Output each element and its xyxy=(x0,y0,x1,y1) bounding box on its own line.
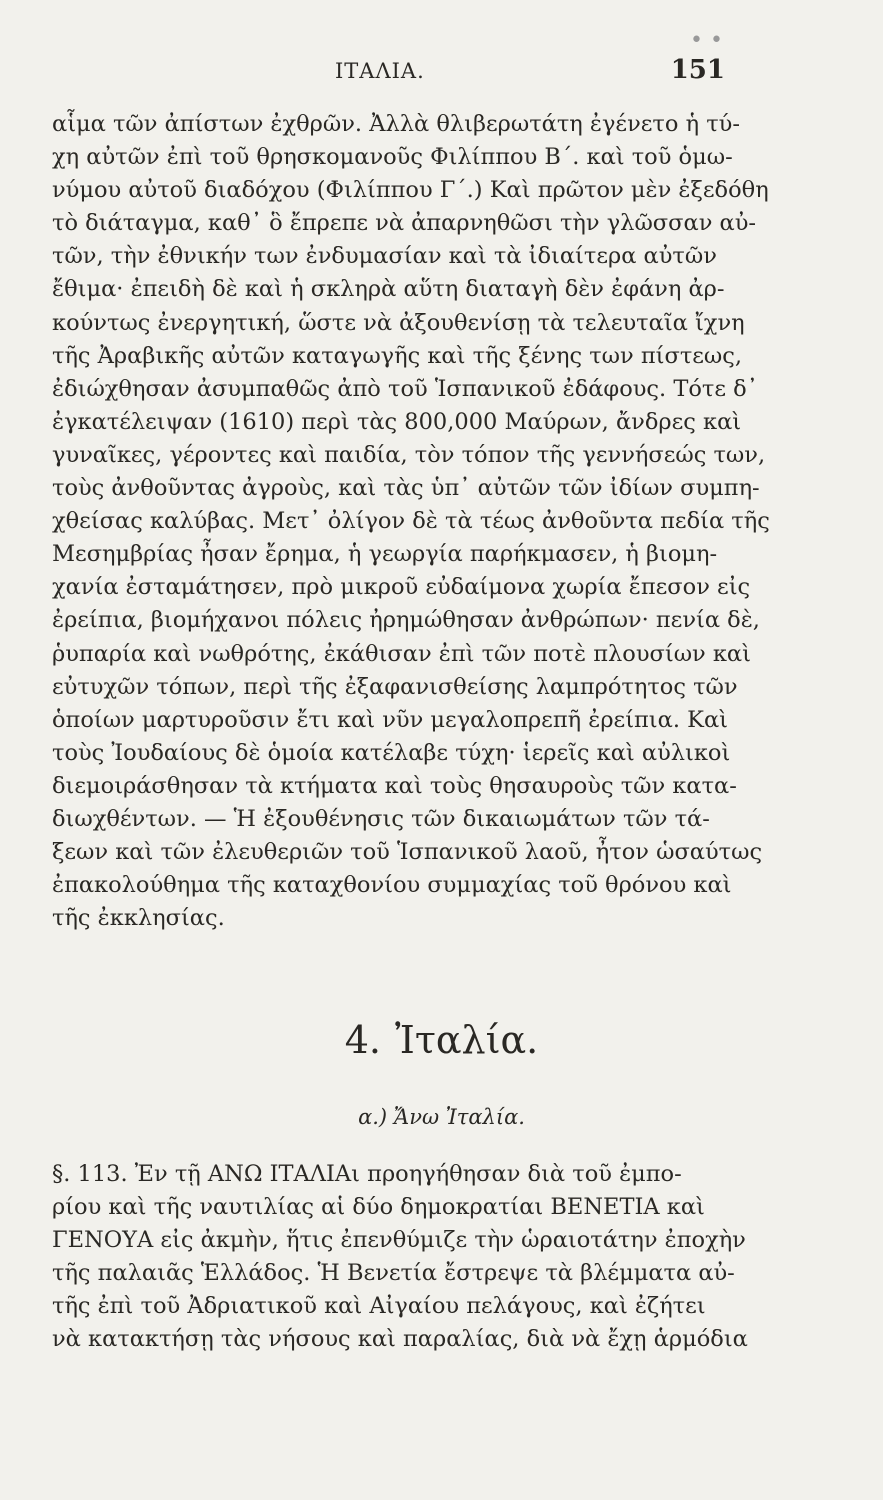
body-text-continued xyxy=(52,1158,748,1357)
text-line: νὰ κατακτήσῃ τὰς νήσους καὶ παραλίας, διὰ νὰ ἔχῃ ἁρμόδια xyxy=(52,1326,748,1353)
text-line: ἐρείπια, βιομήχανοι πόλεις ἠρημώθησαν ἀνθρώπων· πενία δὲ, xyxy=(52,607,760,634)
text-line: ἔθιμα· ἐπειδὴ δὲ καὶ ἡ σκληρὰ αὕτη διαταγὴ δὲν ἐφάνη ἀρ- xyxy=(52,276,725,303)
text-line: τῆς Ἀραβικῆς αὐτῶν καταγωγῆς καὶ τῆς ξένης των πίστεως, xyxy=(52,342,743,369)
text-line: ῥυπαρία καὶ νωθρότης, ἐκάθισαν ἐπὶ τῶν ποτὲ πλουσίων καὶ xyxy=(52,640,751,667)
text-line: ΓΕΝΟΥΑ εἰς ἀκμὴν, ἥτις ἐπενθύμιζε τὴν ὡραιοτάτην ἐποχὴν xyxy=(52,1227,746,1254)
text-line: ἐπακολούθημα τῆς καταχθονίου συμμαχίας τοῦ θρόνου καὶ xyxy=(52,872,732,899)
text-line: τὸ διάταγμα, καθ᾽ ὃ ἔπρεπε νὰ ἀπαρνηθῶσι τὴν γλῶσσαν αὐ- xyxy=(52,210,757,237)
text-line: διωχθέντων. — Ἡ ἐξουθένησις τῶν δικαιωμάτων τῶν τά- xyxy=(52,805,710,832)
section-subtitle: α.) Ἄνω Ἰταλία. xyxy=(358,1105,525,1129)
text-line: τοὺς ἀνθοῦντας ἀγροὺς, καὶ τὰς ὑπ᾽ αὐτῶν τῶν ἰδίων συμπη- xyxy=(52,475,760,502)
text-line: νύμου αὐτοῦ διαδόχου (Φιλίππου Γ΄.) Καὶ πρῶτον μὲν ἐξεδόθη xyxy=(52,177,769,204)
text-line: τῆς παλαιᾶς Ἑλλάδος. Ἡ Βενετία ἔστρεψε τὰ βλέμματα αὐ- xyxy=(52,1260,735,1287)
body-text xyxy=(52,108,770,935)
text-line: αἷμα τῶν ἀπίστων ἐχθρῶν. Ἀλλὰ θλιβερωτάτη ἐγένετο ἡ τύ- xyxy=(52,111,740,137)
text-line: ἐγκατέλειψαν (1610) περὶ τὰς 800,000 Μαύρων, ἄνδρες καὶ xyxy=(52,408,742,435)
text-line: εὐτυχῶν τόπων, περὶ τῆς ἐξαφανισθείσης λαμπρότητος τῶν xyxy=(52,673,738,700)
text-line: τῆς ἐπὶ τοῦ Ἀδριατικοῦ καὶ Αἰγαίου πελάγους, καὶ ἐζήτει xyxy=(52,1293,706,1320)
text-line: τοὺς Ἰουδαίους δὲ ὁμοία κατέλαβε τύχη· ἱερεῖς καὶ αὐλικοὶ xyxy=(52,739,731,766)
text-line: διεμοιράσθησαν τὰ κτήματα καὶ τοὺς θησαυροὺς τῶν κατα- xyxy=(52,772,737,799)
text-line: γυναῖκες, γέροντες καὶ παιδία, τὸν τόπον τῆς γεννήσεώς των, xyxy=(52,441,766,468)
text-line: χη αὐτῶν ἐπὶ τοῦ θρησκομανοῦς Φιλίππου Β΄. καὶ τοῦ ὁμω- xyxy=(52,144,733,171)
text-line: χανία ἐσταμάτησεν, πρὸ μικροῦ εὐδαίμονα χωρία ἔπεσον εἰς xyxy=(52,574,751,601)
print-mark: • • xyxy=(690,28,723,53)
page-number: 151 xyxy=(670,55,725,85)
running-head: ΙΤΑΛΙΑ. xyxy=(335,59,425,83)
section-title: Ἰταλία. xyxy=(395,1018,539,1062)
text-line: ἐδιώχθησαν ἀσυμπαθῶς ἀπὸ τοῦ Ἱσπανικοῦ ἐδάφους. Τότε δ᾽ xyxy=(52,375,758,402)
text-line: τῆς ἐκκλησίας. xyxy=(52,905,225,932)
text-line: χθείσας καλύβας. Μετ᾽ ὀλίγον δὲ τὰ τέως ἀνθοῦντα πεδία τῆς xyxy=(52,508,770,535)
page-header xyxy=(335,55,725,85)
text-line: Μεσημβρίας ἦσαν ἔρημα, ἡ γεωργία παρήκμασεν, ἡ βιομη- xyxy=(52,541,718,568)
text-line: ὁποίων μαρτυροῦσιν ἔτι καὶ νῦν μεγαλοπρεπῆ ἐρείπια. Καὶ xyxy=(52,706,728,733)
section-number: 4. xyxy=(344,1018,382,1062)
text-line: κούντως ἐνεργητική, ὥστε νὰ ἀξουθενίσῃ τὰ τελευταῖα ἴχνη xyxy=(52,309,745,336)
text-line: τῶν, τὴν ἐθνικήν των ἐνδυμασίαν καὶ τὰ ἰδιαίτερα αὐτῶν xyxy=(52,243,717,270)
text-line: ρίου καὶ τῆς ναυτιλίας αἱ δύο δημοκρατίαι ΒΕΝΕΤΙΑ καὶ xyxy=(52,1194,705,1221)
section-heading xyxy=(0,1018,883,1062)
text-line: ξεων καὶ τῶν ἐλευθεριῶν τοῦ Ἱσπανικοῦ λαοῦ, ἦτον ὡσαύτως xyxy=(52,839,763,866)
text-line: §. 113. Ἐν τῇ ΑΝΩ ΙΤΑΛΙΑι προηγήθησαν διὰ τοῦ ἐμπο- xyxy=(52,1161,682,1187)
